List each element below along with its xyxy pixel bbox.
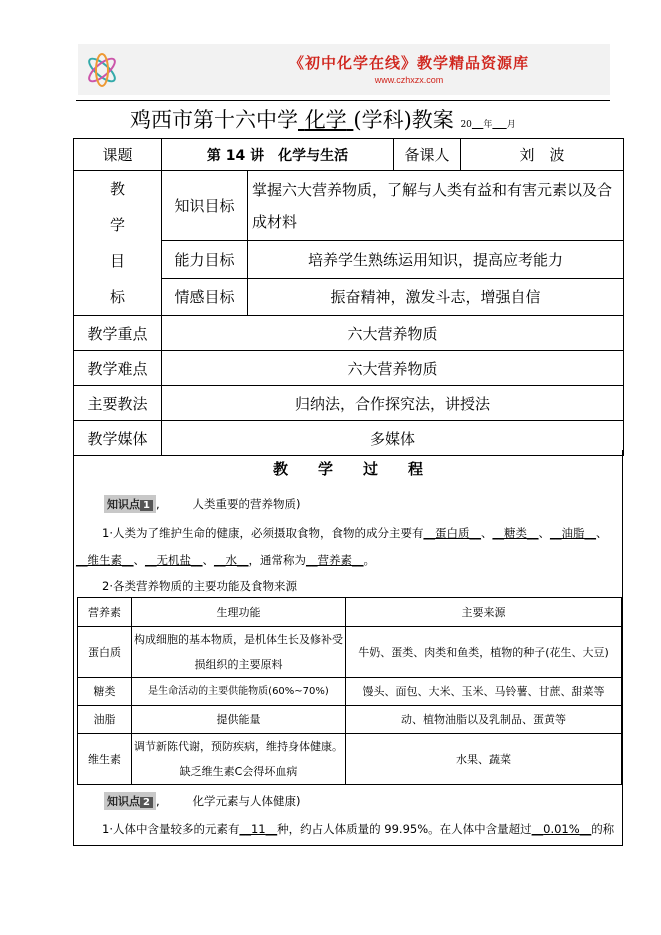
nutrient-source: 牛奶、蛋类、肉类和鱼类，植物的种子(花生、大豆) [346,627,622,678]
row-value: 归纳法，合作探究法，讲授法 [162,386,624,421]
goal-label: 知识目标 [162,171,248,241]
col-header: 营养素 [78,598,132,627]
lesson-plan-table [73,138,624,456]
blank: 11 [250,822,266,836]
blank: 蛋白质 [434,526,470,540]
kp-badge-text: 知识点 [107,498,140,511]
goal-text: 培养学生熟练运用知识，提高应考能力 [248,241,624,278]
goals-char: 目 [109,252,125,270]
kp-badge-text: 知识点 [107,795,140,808]
row-value: 六大营养物质 [162,351,624,386]
kp-title: 化学元素与人体健康) [192,794,301,808]
month-label: 月 [506,120,516,130]
kp-title: 人类重要的营养物质) [192,497,301,511]
blank: 0.01% [543,822,580,836]
nutrient-source: 馒头、面包、大米、玉米、马铃薯、甘蔗、甜菜等 [346,678,622,706]
date-prefix: 20 [460,120,472,130]
paragraph-1b: __维生素__、__无机盐__、__水__，通常称为__营养素__。 [76,553,375,567]
knowledge-point-1: 知识点 1 , 人类重要的营养物质) [104,495,301,513]
nutrient-function: 是生命活动的主要供能物质(60%~70%) [132,678,346,706]
blank: 无机盐 [156,553,191,567]
subject [298,108,353,132]
page-title [130,104,516,134]
goals-char: 标 [109,288,125,306]
row-label: 教学难点 [74,351,162,386]
kp-badge [104,792,156,810]
topic-label: 课题 [74,139,162,171]
paragraph-3: 1·人体中含量较多的元素有__11__种，约占人体质量的 99.95%。在人体中含量超过__0.01%__的称 [102,822,615,836]
nutrient-source: 水果、蔬菜 [346,734,622,785]
goal-text: 掌握六大营养物质，了解与人类有益和有害元素以及合成材料 [248,171,624,241]
date [460,120,515,130]
kp-number: 1 [140,500,153,511]
subject-text: 化学 [304,108,347,132]
atom-logo-icon [84,52,120,88]
paragraph-1a: 1·人类为了维护生命的健康，必须摄取食物，食物的成分主要有__蛋白质__、__糖类__、__油脂__、 [102,526,608,540]
topic-value: 第 14 讲 化学与生活 [162,139,394,171]
row-label: 主要教法 [74,386,162,421]
paragraph-2: 2·各类营养物质的主要功能及食物来源 [102,579,297,593]
blank: 营养素 [317,553,352,567]
teaching-process [73,450,623,846]
p3-text: 1·人体中含量较多的元素有 [102,822,240,836]
p3-text: 种，约占人体质量的 99.95%。在人体中含量超过 [277,822,532,836]
knowledge-point-2: 知识点 2 , 化学元素与人体健康) [104,792,301,810]
row-label: 教学媒体 [74,421,162,456]
nutrient-name: 油脂 [78,706,132,734]
goals-char: 学 [109,216,125,234]
process-title: 教 学 过 程 [272,460,423,478]
header-banner [78,44,610,95]
p1-text: 1·人类为了维护生命的健康，必须摄取食物，食物的成分主要有 [102,526,424,540]
goal-label: 能力目标 [162,241,248,278]
year-label: 年 [483,120,493,130]
header-rule [76,100,610,101]
school: 鸡西市第十六中学 [130,108,298,132]
p3-text: 的称 [591,822,615,836]
title-suffix: (学科)教案 [353,108,454,132]
preparer-label: 备课人 [394,139,461,171]
col-header: 生理功能 [132,598,346,627]
blank: 水 [225,553,237,567]
nutrient-function: 调节新陈代谢，预防疾病，维持身体健康。缺乏维生素C会得坏血病 [132,734,346,785]
blank: 维生素 [87,553,122,567]
kp-badge [104,495,156,513]
goals-char: 教 [109,180,125,198]
goals-label [74,171,162,316]
goal-label: 情感目标 [162,278,248,315]
p1b-text: ，通常称为 [248,553,306,567]
nutrient-function: 提供能量 [132,706,346,734]
goal-text: 振奋精神，激发斗志，增强自信 [248,278,624,315]
kp-number: 2 [140,797,153,808]
nutrient-source: 动、植物油脂以及乳制品、蛋黄等 [346,706,622,734]
brand-title: 《初中化学在线》教学精品资源库 [288,54,529,72]
brand-url: www.czhxzx.com [374,75,444,85]
nutrients-table [77,597,622,785]
blank: 油脂 [561,526,585,540]
nutrient-name: 糖类 [78,678,132,706]
preparer-value: 刘 波 [461,139,624,171]
col-header: 主要来源 [346,598,622,627]
blank: 糖类 [503,526,527,540]
nutrient-function: 构成细胞的基本物质，是机体生长及修补受损组织的主要原料 [132,627,346,678]
row-value: 多媒体 [162,421,624,456]
nutrient-name: 维生素 [78,734,132,785]
nutrient-name: 蛋白质 [78,627,132,678]
row-value: 六大营养物质 [162,316,624,351]
row-label: 教学重点 [74,316,162,351]
